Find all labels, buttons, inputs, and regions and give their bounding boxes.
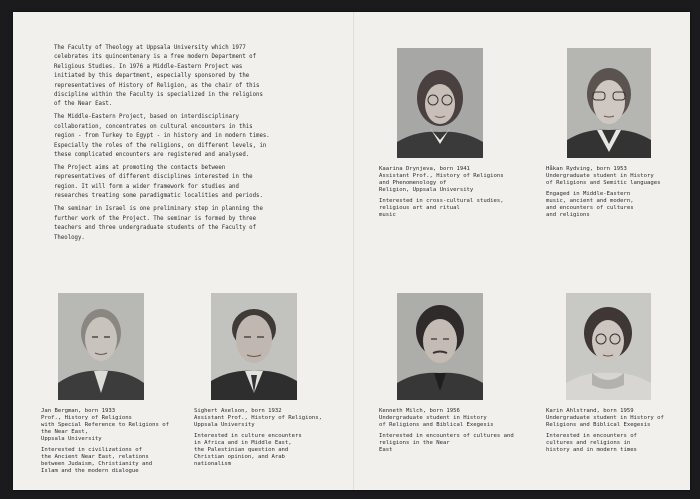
person-interest: Engaged in Middle-Eastern music, ancient and modern, and encounters of cultures and religions: [546, 191, 634, 218]
caption-jan: [41, 408, 176, 475]
intro-paragraph: The Middle-Eastern Project, based on interdisciplinary collaboration, concentrates on cultural encounters in this region - from Turkey to Egypt - in history and in modern times. Especially the roles of the religions, on different levels, in these complicated encounters are registered and analysed.: [54, 114, 270, 159]
person-details: Kenneth Milch, born 1956 Undergraduate student in History of Religions and Biblical Exegesis: [379, 408, 494, 428]
portrait-photo-karin: [566, 293, 651, 400]
person-interest: Interested in cross-cultural studies, religious art and ritual music: [379, 198, 504, 218]
person-interest: Interested in culture encounters in Africa and in Middle East, the Palestinian question and Christian opinion, and Arab nationalism: [194, 433, 302, 467]
portrait-photo-hakan: [567, 48, 651, 158]
person-interest: Interested in civilizations of the Ancient Near East, relations between Judaism, Christianity and Islam and the modern dialogue: [41, 447, 153, 474]
caption-karin: [546, 408, 686, 454]
person-interest: Interested in encounters of cultures and religions in history and in modern times: [546, 433, 637, 453]
portrait-photo-jan: [58, 293, 144, 400]
person-details: Karin Ahlstrand, born 1959 Undergraduate student in History of Religions and Biblical Exegesis: [546, 408, 664, 428]
caption-kaarina: [379, 166, 511, 219]
person-details: Sighert Axelson, born 1932 Assistant Prof., History of Religions, Uppsala University: [194, 408, 322, 428]
portrait-photo-sighert: [211, 293, 297, 400]
intro-paragraph: The Project aims at promoting the contacts between representatives of different disciplines interested in the region. It will form a wider framework for studies and researches treating some paradigmatic localities and periods.: [54, 165, 263, 200]
person-details: Håkan Rydving, born 1953 Undergraduate student in History of Religions and Semitic languages: [546, 166, 661, 186]
person-interest: Interested in encounters of cultures and religions in the Near East: [379, 433, 514, 453]
portrait-photo-kenneth: [397, 293, 483, 400]
person-details: Jan Bergman, born 1933 Prof., History of Religions with Special Reference to Religions of the Near East, Uppsala University: [41, 408, 169, 442]
caption-kenneth: [379, 408, 519, 454]
caption-hakan: [546, 166, 686, 219]
intro-text: [54, 44, 272, 247]
portrait-photo-kaarina: [397, 48, 483, 158]
intro-paragraph: The Faculty of Theology at Uppsala University which 1977 celebrates its quincentenary is a free modern Department of Religious Studies. In 1976 a Middle-Eastern Project was initiated by this department, especially sponsored by the representatives of History of Religion, as the chair of this discipline within the Faculty is specialized in the religions of the Near East.: [54, 45, 263, 108]
page-fold: [353, 12, 355, 490]
person-details: Kaarina Drynjeva, born 1941 Assistant Prof., History of Religions and Phenomenology of Religion, Uppsala University: [379, 166, 504, 193]
caption-sighert: [194, 408, 339, 468]
intro-paragraph: The seminar in Israel is one preliminary step in planning the further work of the Project. The seminar is formed by three teachers and three undergraduate students of the Faculty of Theology.: [54, 206, 263, 241]
